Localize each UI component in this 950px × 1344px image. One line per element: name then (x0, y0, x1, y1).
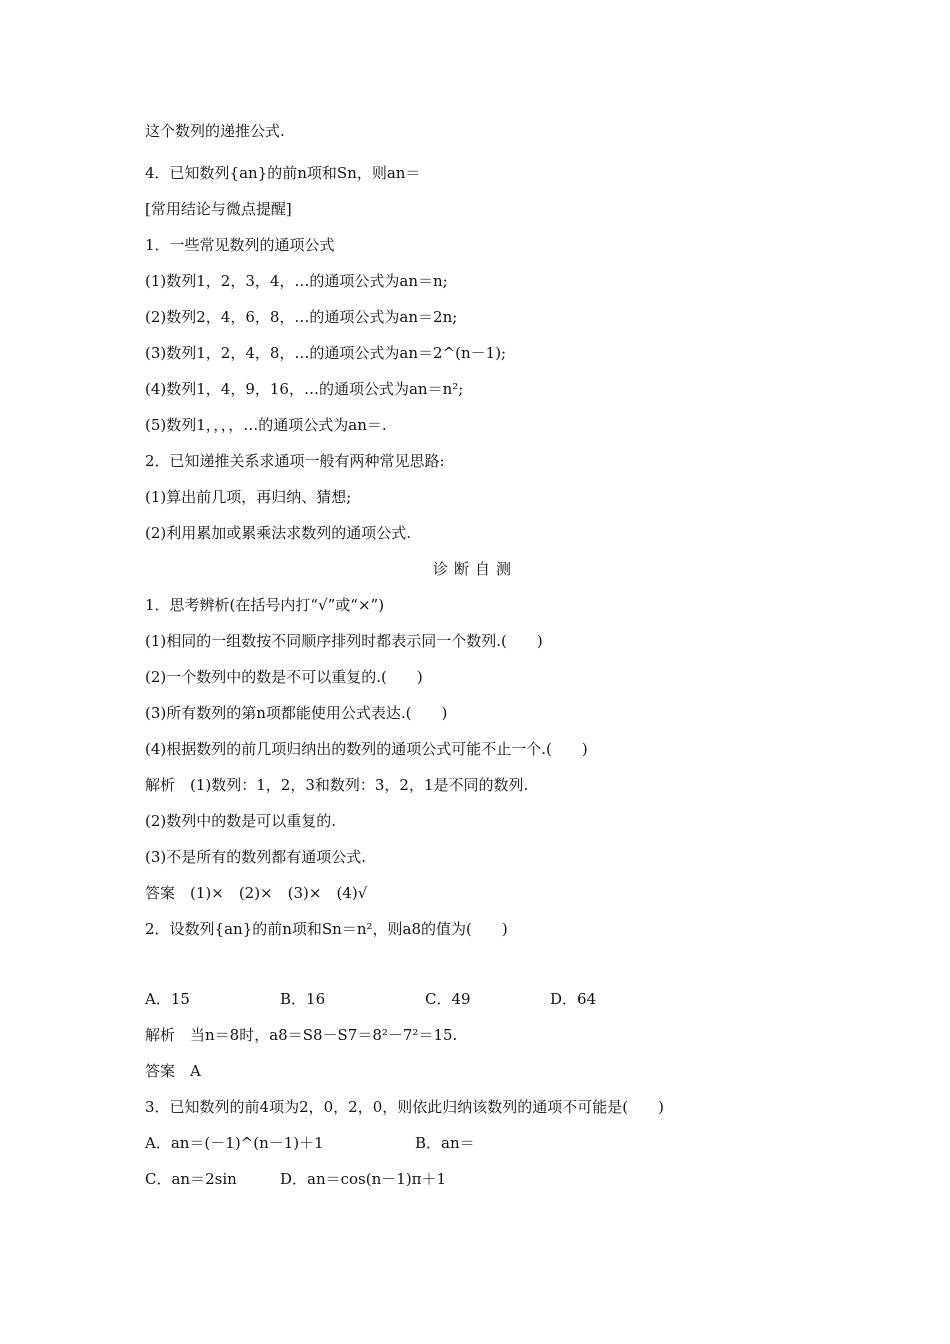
answer-line: 答案 (1)× (2)× (3)× (4)√ (145, 884, 368, 902)
text-line: (2)数列2，4，6，8，…的通项公式为an＝2n; (145, 308, 458, 326)
text-line: 2．已知递推关系求通项一般有两种常见思路: (145, 452, 445, 470)
section-heading: 诊断自测 (432, 560, 517, 578)
text-line: (4)数列1，4，9，16，…的通项公式为an＝n²; (145, 380, 464, 398)
text-line: (5)数列1，，，，…的通项公式为an＝. (145, 416, 387, 434)
text-line: (1)数列1，2，3，4，…的通项公式为an＝n; (145, 272, 448, 290)
text-line: 1．一些常见数列的通项公式 (145, 236, 335, 254)
option-d: D．64 (550, 990, 597, 1008)
text-line: 这个数列的递推公式. (145, 122, 285, 140)
option-a: A．15 (145, 990, 190, 1008)
solution-line: (3)不是所有的数列都有通项公式. (145, 848, 367, 866)
question-line: 3．已知数列的前4项为2，0，2，0，则依此归纳该数列的通项不可能是( ) (145, 1098, 664, 1116)
solution-line: (2)数列中的数是可以重复的. (145, 812, 337, 830)
answer-line: 答案 A (145, 1062, 201, 1080)
text-line: (2)利用累加或累乘法求数列的通项公式. (145, 524, 412, 542)
option-c: C．49 (425, 990, 471, 1008)
option-b: B．an＝ (415, 1134, 475, 1152)
text-line: (1)相同的一组数按不同顺序排列时都表示同一个数列.( ) (145, 632, 543, 650)
text-line: 4．已知数列{an}的前n项和Sn，则an＝ (145, 164, 421, 182)
option-c: C．an＝2sin (145, 1170, 237, 1188)
text-line: (1)算出前几项，再归纳、猜想; (145, 488, 352, 506)
text-line: (3)所有数列的第n项都能使用公式表达.( ) (145, 704, 448, 722)
option-b: B．16 (280, 990, 326, 1008)
solution-line: 解析 当n＝8时，a8＝S8－S7＝8²－7²＝15. (145, 1026, 458, 1044)
question-line: 2．设数列{an}的前n项和Sn＝n²，则a8的值为( ) (145, 920, 508, 938)
text-line: (3)数列1，2，4，8，…的通项公式为an＝2^(n－1); (145, 344, 507, 362)
text-line: (4)根据数列的前几项归纳出的数列的通项公式可能不止一个.( ) (145, 740, 588, 758)
option-a: A．an＝(－1)^(n－1)＋1 (145, 1134, 324, 1152)
text-line: (2)一个数列中的数是不可以重复的.( ) (145, 668, 423, 686)
text-line: 1．思考辨析(在括号内打“√”或“×”) (145, 596, 385, 614)
option-d: D．an＝cos(n－1)π＋1 (280, 1170, 447, 1188)
section-title: [常用结论与微点提醒] (145, 200, 292, 218)
solution-line: 解析 (1)数列：1，2，3和数列：3，2，1是不同的数列. (145, 776, 529, 794)
